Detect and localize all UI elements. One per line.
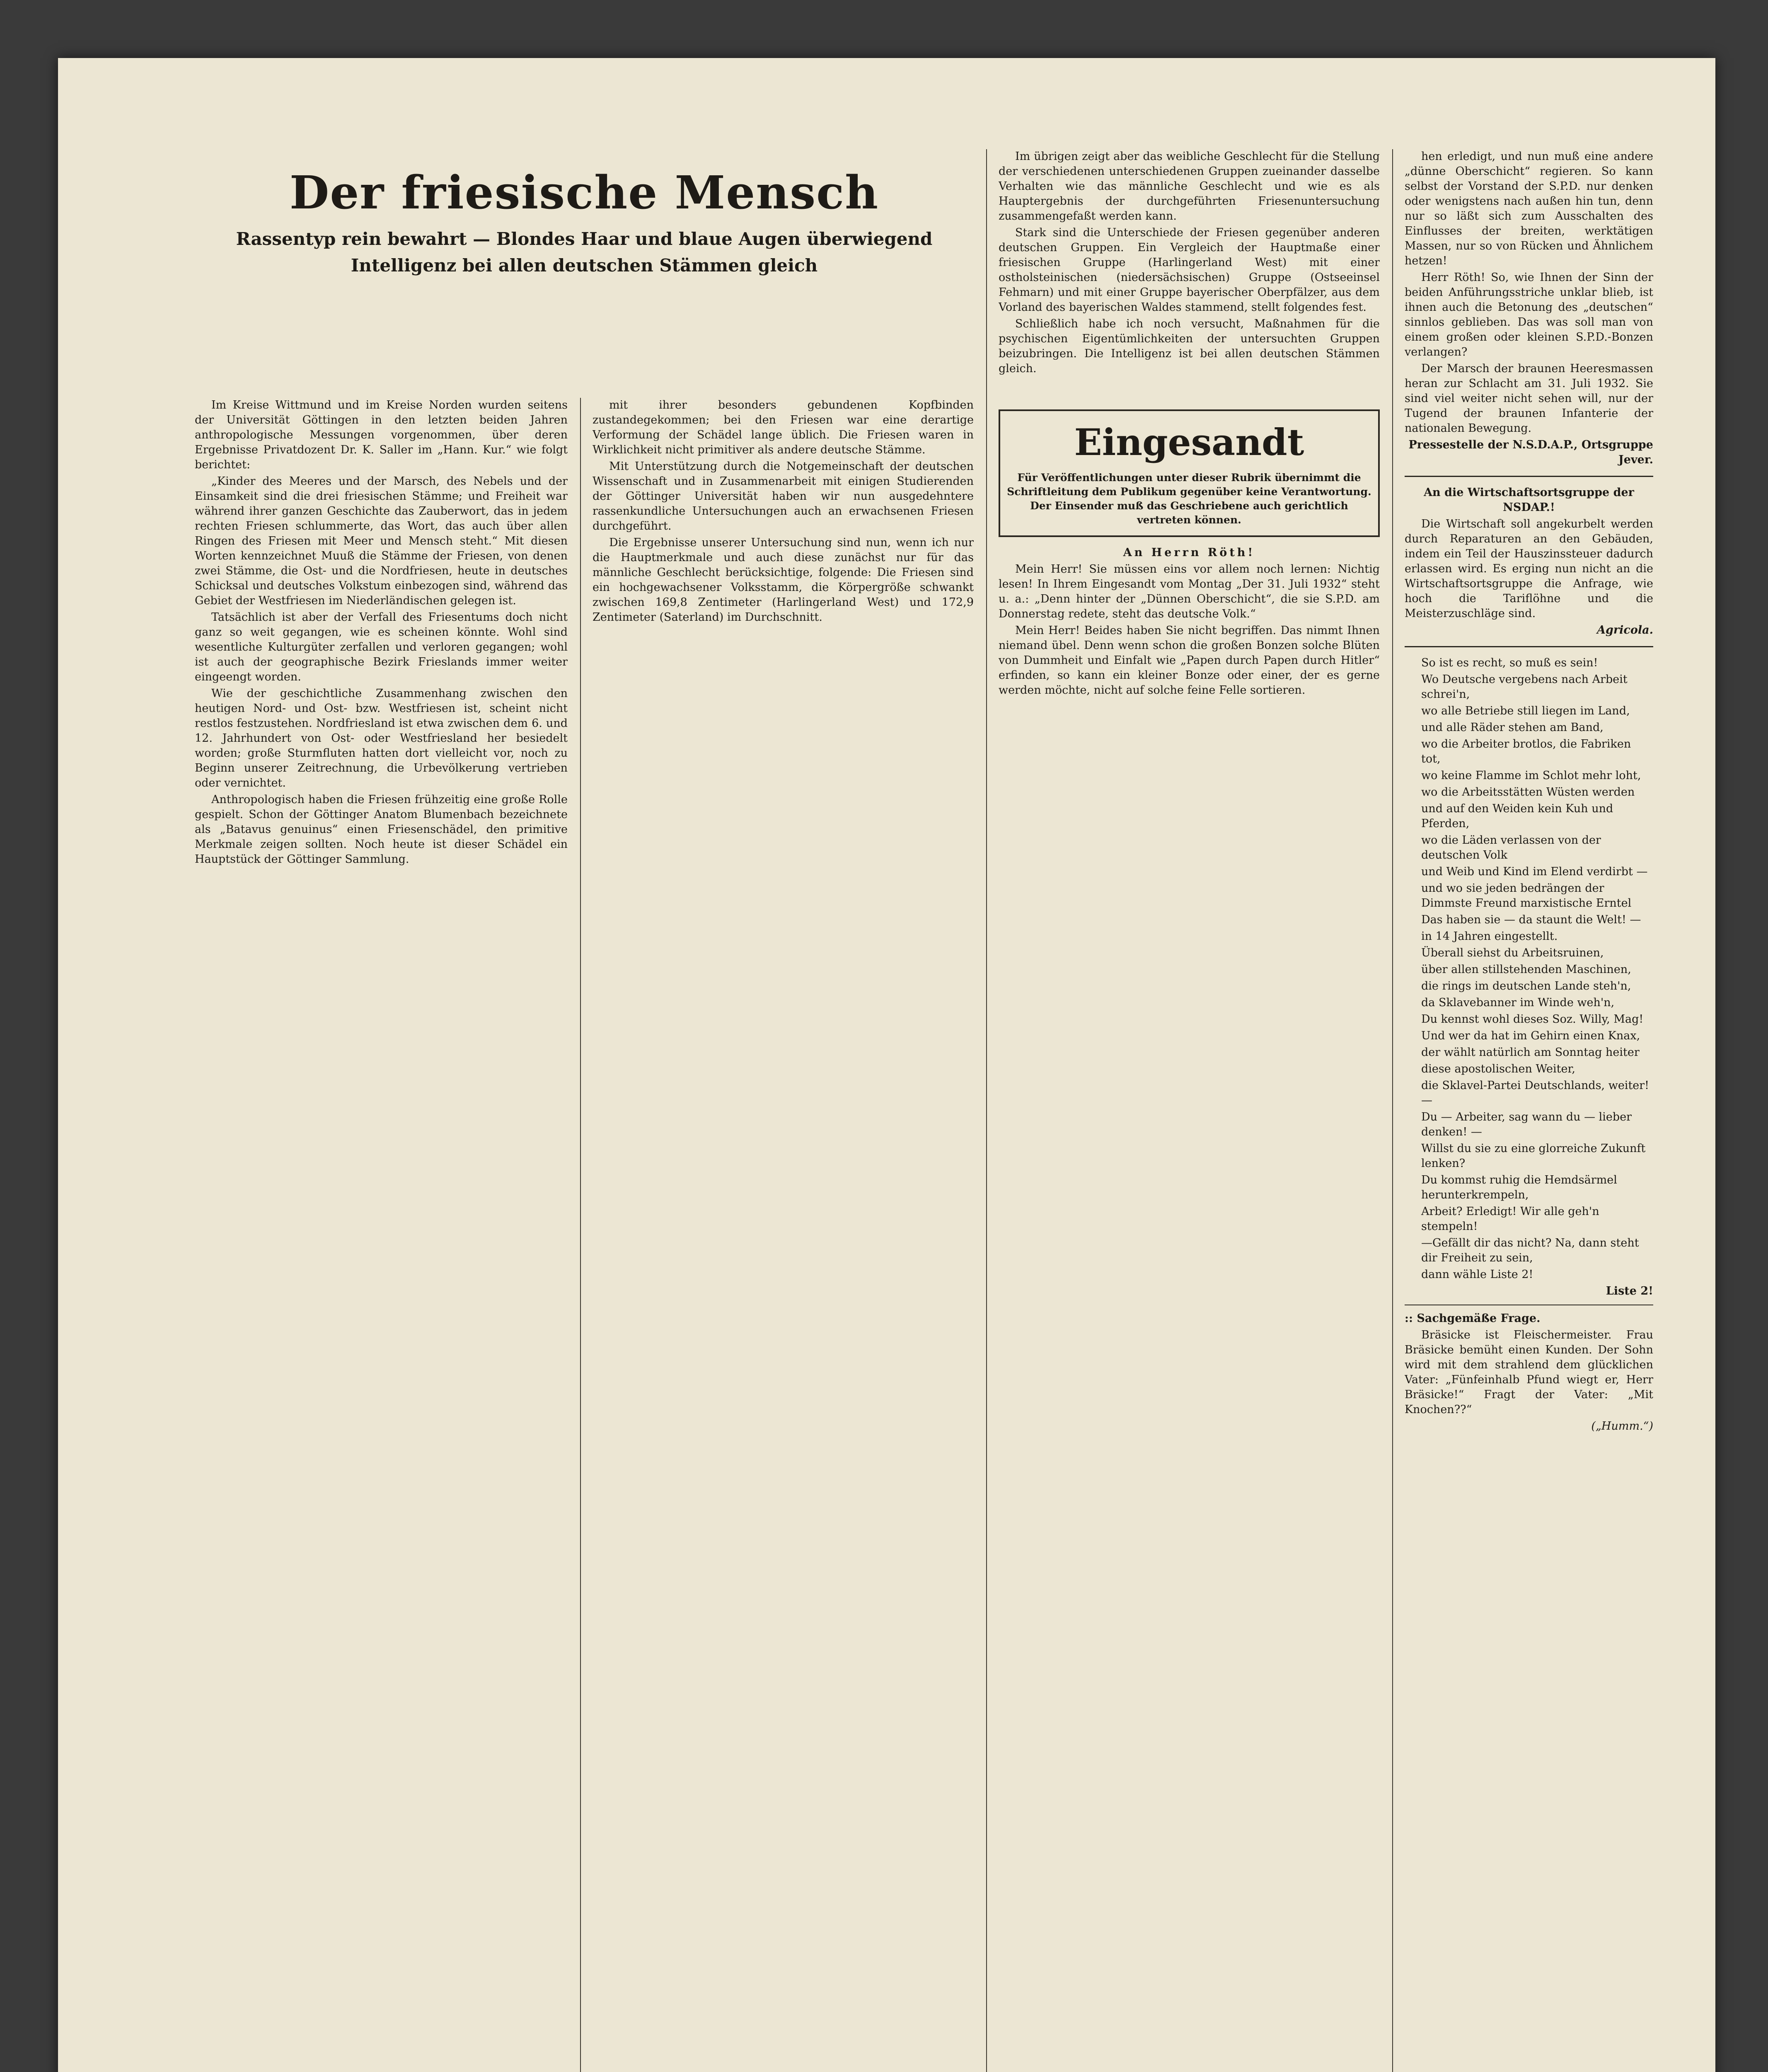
- article-subhead-2: Intelligenz bei allen deutschen Stämmen gleich: [351, 255, 818, 276]
- poem-line: So ist es recht, so muß es sein!: [1421, 656, 1598, 669]
- wirtschaft-paragraph: Die Wirtschaft soll angekurbelt werden durch Reparaturen an den Gebäuden, indem ein Teil der Hauszinssteuer dadurch erlassen wird. Es erging nun nicht an die Wirtschaftsortsgruppe die Anfrage, wie hoch die Tariflöhne und die Meisterzuschläge sind.: [1405, 518, 1653, 620]
- poem-line: diese apostolischen Weiter,: [1421, 1063, 1576, 1075]
- poem-line: und wo sie jeden bedrängen der Dimmste Freund marxistische Erntel: [1421, 882, 1632, 910]
- poem-line: Du kommst ruhig die Hemdsärmel herunterkrempeln,: [1421, 1174, 1617, 1201]
- poem-line: Und wer da hat im Gehirn einen Knax,: [1421, 1029, 1640, 1042]
- letter-paragraph: Der Marsch der braunen Heeresmassen heran zur Schlacht am 31. Juli 1932. Sie sind viel weiter nicht sehen will, nur der Tugend der braunen Infanterie der nationalen Bewegung.: [1405, 362, 1653, 435]
- letter-paragraph: Herr Röth! So, wie Ihnen der Sinn der beiden Anführungsstriche unklar blieb, ist ihnen auch die Betonung des „deutschen“ sinnlos geblieben. Das was soll man von einem großen oder kleinen S.P.D.-Bonzen verlangen?: [1405, 271, 1653, 358]
- poem-line: in 14 Jahren eingestellt.: [1421, 930, 1558, 943]
- article-paragraph: Wie der geschichtliche Zusammenhang zwischen den heutigen Nord- und Ost- bzw. Westfriesen ist, scheint nicht restlos festzustehen. Nordfriesland ist etwa zwischen dem 6. und 12. Jahrhundert von Ost- oder Westfriesland her besiedelt worden; große Sturmfluten hatten dort vielleicht vor, noch zu Beginn unserer Zeitrechnung, die Urbevölkerung vertrieben oder vernichtet.: [195, 687, 568, 789]
- eingesandt-paragraph: Mein Herr! Sie müssen eins vor allem noch lernen: Nichtig lesen! In Ihrem Eingesandt vom Montag „Der 31. Juli 1932“ steht u. a.: „Denn hinter der „Dünnen Oberschicht“, die sie S.P.D. am Donnerstag redete, steht das deutsche Volk.“: [999, 563, 1380, 620]
- poem-line: Überall siehst du Arbeitsruinen,: [1421, 946, 1604, 959]
- headline-area: [195, 149, 974, 381]
- column-rule: [1392, 149, 1393, 2072]
- column-1: [195, 398, 568, 2072]
- article-subhead-1: Rassentyp rein bewahrt — Blondes Haar und blaue Augen überwiegend: [236, 229, 933, 249]
- poem-line: Du — Arbeiter, sag wann du — lieber denken! —: [1421, 1111, 1632, 1138]
- poem-line: Willst du sie zu eine glorreiche Zukunft lenken?: [1421, 1142, 1646, 1170]
- article-paragraph: Im Kreise Wittmund und im Kreise Norden wurden seitens der Universität Göttingen in den letzten beiden Jahren anthropologische Messungen vorgenommen, über deren Ergebnisse Privatdozent Dr. K. Saller im „Hann. Kur.“ wie folgt berichtet:: [195, 399, 568, 471]
- newspaper-page: [195, 149, 1653, 2072]
- poem-line: über allen stillstehenden Maschinen,: [1421, 963, 1631, 976]
- article-paragraph: Im übrigen zeigt aber das weibliche Geschlecht für die Stellung der verschiedenen unterschiedenen Gruppen zueinander dasselbe Verhalten wie das männliche Geschlecht und wie es als Hauptergebnis der durchgeführten Friesenuntersuchung zusammengefaßt werden kann.: [999, 150, 1380, 223]
- poem-line: und alle Räder stehen am Band,: [1421, 721, 1604, 734]
- poem-line: und auf den Weiden kein Kuh und Pferden,: [1421, 802, 1613, 830]
- article-paragraph: Die Ergebnisse unserer Untersuchung sind nun, wenn ich nur die Hauptmerkmale und auch diese zunächst nur für das männliche Geschlecht berücksichtige, folgende: Die Friesen sind ein hochgewachsener Volksstamm, die Körpergröße schwankt zwischen 169,8 Zentimeter (Harlingerland West) und 172,9 Zentimeter (Saterland) im Durchschnitt.: [593, 536, 974, 624]
- poem-line: wo alle Betriebe still liegen im Land,: [1421, 704, 1630, 717]
- signature-liste: Liste 2!: [1606, 1285, 1653, 1297]
- eingesandt-addressee: An Herrn Röth!: [1123, 546, 1255, 559]
- section-divider: [1405, 476, 1653, 477]
- column-2: [593, 398, 974, 2072]
- column-rule: [580, 398, 581, 2072]
- frage-source: („Humm.“): [1591, 1420, 1653, 1433]
- poem-line: Das haben sie — da staunt die Welt! —: [1421, 913, 1641, 926]
- column-rule: [986, 149, 987, 2072]
- poem-line: die Sklavel-Partei Deutschlands, weiter! —: [1421, 1079, 1649, 1107]
- poem-line: —Gefällt dir das nicht? Na, dann steht dir Freiheit zu sein,: [1421, 1237, 1639, 1264]
- article-paragraph: „Kinder des Meeres und der Marsch, des Nebels und der Einsamkeit sind die drei friesischen Stämme; und Freiheit war während ihrer ganzen Geschichte das Zauberwort, das in jedem rechten Friesen schlummerte, das Wort, das auch über allen Ringen des Friesen mit Meer und Mensch steht.“ Mit diesen Worten kennzeichnet Muuß die Stämme der Friesen, von denen zwei Stämme, die Ost- und die Nordfriesen, heute in deutsches Schicksal und deutsches Volkstum einbezogen sind, während das Gebiet der Westfriesen im Niederländischen gelegen ist.: [195, 475, 568, 607]
- poem-line: und Weib und Kind im Elend verdirbt —: [1421, 865, 1648, 878]
- poem-line: Wo Deutsche vergebens nach Arbeit schrei'n,: [1421, 673, 1628, 701]
- frage-paragraph: Bräsicke ist Fleischermeister. Frau Bräsicke bemüht einen Kunden. Der Sohn wird mit dem strahlend dem glücklichen Vater: „Fünfeinhalb Pfund wiegt er, Herr Bräsicke!“ Fragt der Vater: „Mit Knochen??“: [1405, 1329, 1653, 1416]
- column-3: [999, 149, 1380, 2072]
- poem-line: wo die Arbeitsstätten Wüsten werden: [1421, 786, 1635, 799]
- eingesandt-header: [999, 409, 1380, 537]
- signature-pressestelle: Pressestelle der N.S.D.A.P., Ortsgruppe Jever.: [1408, 438, 1653, 466]
- letter-paragraph: hen erledigt, und nun muß eine andere „dünne Oberschicht“ regieren. So kann selbst der Vorstand der S.P.D. nur denken oder wenigstens nach außen hin tun, denn nur so läßt sich zum Ausschalten des Einflusses der breiten, werktätigen Massen, nur so von Rücken und Ähnlichem hetzen!: [1405, 150, 1653, 267]
- poem-line: wo die Arbeiter brotlos, die Fabriken tot,: [1421, 738, 1631, 765]
- eingesandt-note: Für Veröffentlichungen unter dieser Rubrik übernimmt die Schriftleitung dem Publikum gegenüber keine Verantwortung. Der Einsender muß das Geschriebene auch gerichtlich vertreten können.: [1007, 472, 1371, 526]
- section-title-wirtschaft: An die Wirtschaftsortsgruppe der NSDAP.!: [1424, 486, 1634, 514]
- poem-line: da Sklavebanner im Winde weh'n,: [1421, 996, 1615, 1009]
- article-paragraph: Anthropologisch haben die Friesen frühzeitig eine große Rolle gespielt. Schon der Göttinger Anatom Blumenbach bezeichnete als „Batavus genuinus“ einen Friesenschädel, den primitive Merkmale zeigen sollten. Noch heute ist dieser Schädel ein Hauptstück der Göttinger Sammlung.: [195, 793, 568, 866]
- section-title-frage: :: Sachgemäße Frage.: [1405, 1312, 1541, 1325]
- signature-agricola: Agricola.: [1597, 624, 1653, 637]
- poem-line: die rings im deutschen Lande steh'n,: [1421, 980, 1631, 992]
- article-paragraph: Stark sind die Unterschiede der Friesen gegenüber anderen deutschen Gruppen. Ein Vergleich der Hauptmaße einer friesischen Gruppe (Harlingerland West) mit einer ostholsteinischen (niedersächsischen) Gruppe (Ostseeinsel Fehmarn) und mit einer Gruppe bayerischer Oberpfälzer, aus dem Vorland des bayerischen Waldes stammend, stellt folgendes fest.: [999, 226, 1380, 314]
- poem-line: dann wähle Liste 2!: [1421, 1268, 1533, 1281]
- column-4: [1405, 149, 1653, 2072]
- article-paragraph: Schließlich habe ich noch versucht, Maßnahmen für die psychischen Eigentümlichkeiten der untersuchten Gruppen beizubringen. Die Intelligenz ist bei allen deutschen Stämmen gleich.: [999, 317, 1380, 375]
- article-paragraph: Tatsächlich ist aber der Verfall des Friesentums doch nicht ganz so weit gegangen, wie es scheinen könnte. Wohl sind wesentliche Kulturgüter zerfallen und verloren gegangen; wohl ist auch der geographische Bezirk Frieslands immer weiter eingeengt worden.: [195, 611, 568, 683]
- poem-line: wo die Läden verlassen von der deutschen Volk: [1421, 834, 1601, 862]
- poem-line: wo keine Flamme im Schlot mehr loht,: [1421, 769, 1641, 782]
- newspaper-sheet: [58, 58, 1715, 2072]
- poem-line: der wählt natürlich am Sonntag heiter: [1421, 1046, 1640, 1059]
- section-divider: [1405, 646, 1653, 647]
- poem-line: Du kennst wohl dieses Soz. Willy, Mag!: [1421, 1013, 1644, 1026]
- poem-line: Arbeit? Erledigt! Wir alle geh'n stempeln!: [1421, 1205, 1599, 1233]
- article-headline: Der friesische Mensch: [289, 166, 879, 219]
- eingesandt-title: Eingesandt: [1074, 421, 1304, 464]
- eingesandt-paragraph: Mein Herr! Beides haben Sie nicht begriffen. Das nimmt Ihnen niemand übel. Denn wenn schon die großen Bonzen solche Blüten von Dummheit und Einfalt wie „Papen durch Papen durch Hitler“ erfinden, so kann ein kleiner Bonze oder einer, der es gerne werden möchte, nicht auf solche feine Felle sortieren.: [999, 624, 1380, 697]
- article-paragraph: Mit Unterstützung durch die Notgemeinschaft der deutschen Wissenschaft und in Zusammenarbeit mit einigen Studierenden der Göttinger Universität haben wir nun ausgedehntere rassenkundliche Untersuchungen auch an erwachsenen Friesen durchgeführt.: [593, 460, 974, 533]
- article-paragraph: mit ihrer besonders gebundenen Kopfbinden zustandegekommen; bei den Friesen war eine derartige Verformung der Schädel lange üblich. Die Friesen waren in Wirklichkeit nicht primitiver als andere deutsche Stämme.: [593, 399, 974, 456]
